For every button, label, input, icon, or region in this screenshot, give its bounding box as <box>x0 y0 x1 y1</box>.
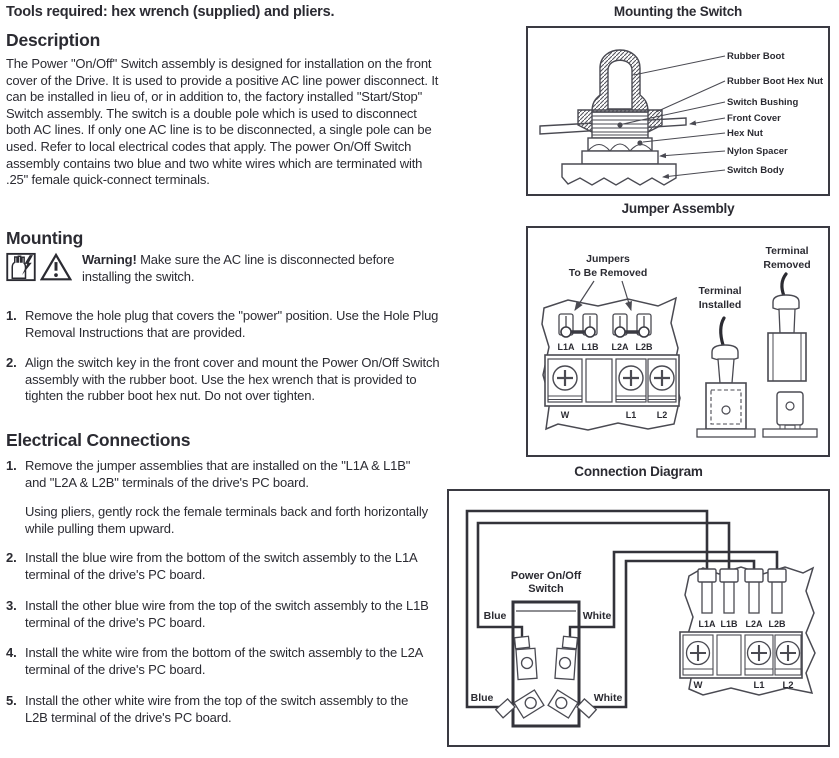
step-number: 2. <box>6 550 17 565</box>
wire <box>782 274 786 296</box>
step-number: 1. <box>6 458 17 473</box>
callout-jumpers-line2: To Be Removed <box>568 267 648 279</box>
mounting-diagram-svg <box>528 28 828 194</box>
screw-label-w: W <box>560 410 570 420</box>
terminal-removed-drawing <box>763 274 817 437</box>
connection-diagram <box>447 489 830 747</box>
electrical-step-5 <box>6 693 432 726</box>
label-rubber-boot: Rubber Boot <box>727 51 785 62</box>
description-heading: Description <box>6 30 101 50</box>
tab-label-l2b: L2B <box>768 619 786 629</box>
electric-shock-hand-icon <box>6 252 36 282</box>
label-hex-nut: Hex Nut <box>727 128 763 139</box>
switch-callout <box>511 570 582 595</box>
wire-label-blue-bottom: Blue <box>470 692 494 704</box>
step-number: 2. <box>6 355 17 370</box>
screw-label-w: W <box>693 680 703 691</box>
mounting-step-1 <box>6 308 442 341</box>
description-paragraph: The Power "On/Off" Switch assembly is designed for installation on the front cover of the Drive. It is used to provide a positive AC line power disconnect. It can be installed in lieu of, or in addition to, the factory installed "Start/Stop" Switch assembly. The switch is a double pole which is used to disconnect both AC lines. If only one AC line is to be disconnected, a single pole can be used. Refer to local electrical codes that apply. The power On/Off Switch assembly contains two blue and two white wires which are terminated with .25" female quick-connect terminals. <box>6 56 439 188</box>
electrical-step-1-note: Using pliers, gently rock the female terminals back and forth horizontally while pulling them upward. <box>25 504 428 536</box>
tab-label-l2a: L2A <box>745 619 763 629</box>
label-rubber-boot-hex-nut: Rubber Boot Hex Nut <box>727 76 824 87</box>
terminal-installed-drawing <box>697 318 755 437</box>
tab-label-l1b: L1B <box>581 342 599 352</box>
callout-removed-line1: Terminal <box>765 245 809 257</box>
connection-diagram-title: Connection Diagram <box>574 464 703 479</box>
tools-required-line: Tools required: hex wrench (supplied) and pliers. <box>6 4 335 20</box>
step-number: 3. <box>6 598 17 613</box>
wire-label-blue-top: Blue <box>483 610 507 622</box>
step-text: Align the switch key in the front cover and mount the Power On/Off Switch assembly with the rubber boot. Use the hex wrench that is provided to tighten the rubber boot hex nut. Do not over tighten. <box>25 355 440 404</box>
leader-dot <box>617 122 622 127</box>
warning-sentence: Make sure the AC line is disconnected before installing the switch. <box>82 252 395 284</box>
power-switch-drawing <box>496 602 597 726</box>
step-text: Install the other blue wire from the top of the switch assembly to the L1B terminal of the drive's PC board. <box>25 598 429 630</box>
mounting-heading: Mounting <box>6 228 84 248</box>
screw-label-l1: L1 <box>625 410 637 420</box>
blue-wire-bottom-to-l1a <box>467 511 707 707</box>
toggle-switch-cross-section <box>540 50 686 185</box>
warning-triangle-icon <box>40 252 72 282</box>
jumper-diagram-svg <box>528 228 828 455</box>
screw-label-l1: L1 <box>753 680 765 691</box>
wire-label-white-bottom: White <box>593 692 623 704</box>
terminal-block <box>545 355 679 406</box>
tab-label-l2b: L2B <box>635 342 653 352</box>
electrical-heading: Electrical Connections <box>6 430 191 450</box>
nylon-spacer <box>582 151 658 164</box>
step-number: 4. <box>6 645 17 660</box>
label-switch-bushing: Switch Bushing <box>727 97 799 108</box>
part-labels <box>727 51 824 176</box>
step-number: 1. <box>6 308 17 323</box>
switch-body <box>562 164 676 185</box>
wire-label-white-top: White <box>582 610 612 622</box>
board-terminal-block <box>680 632 802 678</box>
warning-block <box>6 252 442 285</box>
wire <box>721 318 724 345</box>
callout-jumpers-line1: Jumpers <box>586 253 630 265</box>
tab-label-l1a: L1A <box>698 619 716 629</box>
electrical-step-3 <box>6 598 432 631</box>
step-text: Install the white wire from the bottom of the switch assembly to the L2A terminal of the drive's PC board. <box>25 645 423 677</box>
toggle-lever <box>608 60 632 109</box>
warning-label: Warning! <box>82 252 137 267</box>
callout-installed-line1: Terminal <box>698 285 742 297</box>
tab-label-l2a: L2A <box>611 342 629 352</box>
step-text: Install the blue wire from the bottom of the switch assembly to the L1A terminal of the drive's PC board. <box>25 550 417 582</box>
label-switch-body: Switch Body <box>727 165 785 176</box>
tab-label-l1b: L1B <box>720 619 738 629</box>
callout-installed-line2: Installed <box>698 299 742 311</box>
tab-label-l1a: L1A <box>557 342 575 352</box>
step-number: 5. <box>6 693 17 708</box>
warning-text <box>82 252 430 285</box>
callout-removed-line2: Removed <box>763 259 811 271</box>
connection-diagram-svg <box>449 491 828 745</box>
mounting-diagram-title: Mounting the Switch <box>613 4 743 19</box>
step-text: Remove the jumper assemblies that are installed on the "L1A & L1B" and "L2A & L2B" terminals of the drive's PC board. <box>25 458 411 490</box>
switch-label-line1: Power On/Off <box>510 570 582 582</box>
leader-dot <box>637 140 642 145</box>
label-front-cover: Front Cover <box>727 113 781 124</box>
step-text: Remove the hole plug that covers the "power" position. Use the Hole Plug Removal Instructions that are provided. <box>25 308 439 340</box>
electrical-step-2 <box>6 550 432 583</box>
label-nylon-spacer: Nylon Spacer <box>727 146 788 157</box>
jumpers-callout <box>569 253 648 279</box>
screw-label-l2: L2 <box>782 680 794 691</box>
jumper-diagram-title: Jumper Assembly <box>621 201 735 216</box>
switch-label-line2: Switch <box>528 583 564 595</box>
electrical-step-4 <box>6 645 432 678</box>
screw-label-l2: L2 <box>656 410 668 420</box>
jumper-diagram <box>526 226 830 457</box>
electrical-step-1 <box>6 458 432 491</box>
mounting-step-2 <box>6 355 442 405</box>
mounting-diagram <box>526 26 830 196</box>
step-text: Install the other white wire from the top of the switch assembly to the L2B terminal of the drive's PC board. <box>25 693 409 725</box>
